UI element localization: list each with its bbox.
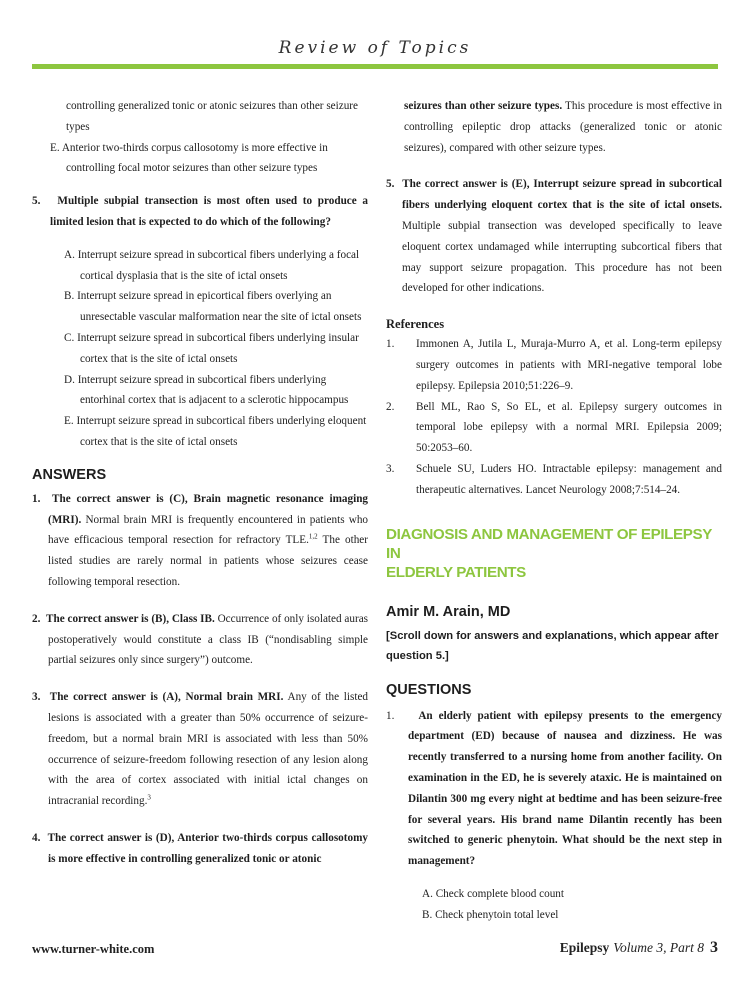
option-text: Interrupt seizure spread in epicortical fibers overlying an unresectable vascular malformation near the site of ictal onsets xyxy=(77,290,362,324)
option-a xyxy=(50,245,368,287)
option-c-continuation: controlling generalized tonic or atonic seizures than other seizure types xyxy=(66,100,359,133)
option-letter: B. xyxy=(422,908,433,921)
question-number: 1. xyxy=(386,709,395,722)
answer-number: 4. xyxy=(32,831,41,844)
option-a xyxy=(408,884,722,905)
question-number: 5. xyxy=(32,195,41,208)
option-text: Interrupt seizure spread in subcortical fibers underlying insular cortex that is the site of ictal onsets xyxy=(77,331,359,365)
answer-lead-cont: seizures than other seizure types. xyxy=(404,100,563,112)
answers-heading: ANSWERS xyxy=(32,466,107,483)
option-text: Anterior two-thirds corpus callosotomy is more effective in controlling focal motor seizures than other seizure types xyxy=(61,141,328,175)
references-heading: References xyxy=(386,317,445,332)
header-green-rule xyxy=(32,64,718,69)
citation: 3 xyxy=(147,793,151,802)
answer-lead: The correct answer is (A), Normal brain MRI. xyxy=(49,691,284,704)
option-b xyxy=(50,286,368,328)
question-text: Multiple subpial transection is most often used to produce a limited lesion that is expected to do which of the following? xyxy=(50,195,368,228)
answer-3 xyxy=(32,687,368,812)
author-name: Amir M. Arain, MD xyxy=(386,603,511,620)
footer-volume: Volume 3, Part 8 xyxy=(613,940,704,955)
option-letter: B. xyxy=(64,290,75,303)
option-letter: A. xyxy=(64,248,75,261)
reference-list xyxy=(386,334,722,500)
answer-4-continuation xyxy=(386,96,722,158)
answer-lead: The correct answer is (E), Interrupt seizure spread in subcortical fibers underlying eloquent cortex that is the site of ictal onsets. xyxy=(402,178,722,212)
option-letter: E. xyxy=(50,141,60,154)
reference-text: Schuele SU, Luders HO. Intractable epilepsy: management and therapeutic alternatives. Lancet Neurology 2008;7:514–24. xyxy=(416,462,722,496)
answer-number: 1. xyxy=(32,492,41,505)
option-b xyxy=(408,905,722,926)
answer-number: 2. xyxy=(32,612,41,625)
section-title-line-2: ELDERLY PATIENTS xyxy=(386,563,526,581)
option-text: Interrupt seizure spread in subcortical fibers underlying entorhinal cortex that is adjacent to a sclerotic hippocampus xyxy=(77,373,349,407)
option-text: Interrupt seizure spread in subcortical fibers underlying eloquent cortex that is the site of ictal onsets xyxy=(76,415,367,448)
option-e xyxy=(50,411,368,453)
answer-5 xyxy=(386,174,722,299)
answer-text: Any of the listed lesions is associated with a greater than 50% occurrence of seizure-freedom, but a normal brain MRI is associated with less than 50% occurrence of seizure-freedom following resection of any lesion along with the area of cortex associated with initial ictal changes on intracranial recording. xyxy=(48,691,369,808)
footer-url: www.turner-white.com xyxy=(32,942,155,956)
questions-heading: QUESTIONS xyxy=(386,681,472,698)
right-column xyxy=(386,96,722,926)
answer-4 xyxy=(32,828,368,870)
option-text: Interrupt seizure spread in subcortical fibers underlying a focal cortical dysplasia that is the site of ictal onsets xyxy=(77,248,360,282)
option-text: Check complete blood count xyxy=(435,887,564,900)
option-e-continuation xyxy=(50,138,368,180)
reference-number: 2. xyxy=(386,400,395,413)
running-header-title: Review of Topics xyxy=(278,38,472,58)
option-letter: C. xyxy=(64,331,75,344)
left-column xyxy=(32,96,368,870)
footer-journal-name: Epilepsy xyxy=(559,940,610,955)
scroll-note: [Scroll down for answers and explanations, which appear after question 5.] xyxy=(386,629,719,662)
option-letter: A. xyxy=(422,887,433,900)
question-1-options xyxy=(386,884,722,926)
question-text-lead: An elderly patient with epilepsy presents to the emergency department (ED) because of nausea and dizziness. xyxy=(408,709,723,743)
answer-lead: The correct answer is (C), Brain magnetic resonance imaging (MRI). xyxy=(48,492,369,526)
question-text: He was recently transferred to a nursing home from another facility. On examination in the ED, he is severely ataxic. He is maintained on Dilantin 300 mg every night at bedtime and has been seizure-free for several years. His brand name Dilantin recently has been switched to generic phenytoin. What should be the next step in management? xyxy=(408,730,723,868)
footer-journal-info xyxy=(560,939,718,957)
reference-item xyxy=(386,334,722,396)
option-letter: D. xyxy=(64,373,75,386)
answer-text: Occurrence of only isolated auras postoperatively would constitute a class IB (“nondisabling simple partial seizures only since surgery”) outcome. xyxy=(48,612,369,667)
option-d xyxy=(50,370,368,412)
answer-text: Normal brain MRI is frequently encountered in patients who have efficacious temporal resection for refractory TLE. xyxy=(48,513,369,547)
answer-text-cont: The other listed studies are rarely normal in patients whose seizures cease following temporal resection. xyxy=(48,534,368,588)
answer-number: 5. xyxy=(386,178,395,191)
section-title xyxy=(386,525,722,582)
answer-1 xyxy=(32,489,368,593)
reference-item xyxy=(386,459,722,501)
answer-number: 3. xyxy=(32,691,41,704)
answer-text: This procedure is most effective in controlling epileptic drop attacks (generalized tonic or atonic seizures), compared with other seizure types. xyxy=(404,100,722,154)
question-5 xyxy=(32,191,368,233)
reference-number: 1. xyxy=(386,338,395,351)
option-letter: E. xyxy=(64,415,74,428)
reference-item xyxy=(386,397,722,459)
answer-lead: The correct answer is (D), Anterior two-thirds corpus callosotomy is more effective in controlling generalized tonic or atonic xyxy=(47,831,368,865)
reference-number: 3. xyxy=(386,462,395,475)
page-number: 3 xyxy=(710,939,718,956)
question-5-options xyxy=(32,245,368,453)
reference-text: Bell ML, Rao S, So EL, et al. Epilepsy surgery outcomes in temporal lobe epilepsy with a normal MRI. Epilepsia 2009; 50:2053–60. xyxy=(416,400,722,455)
answer-text: Multiple subpial transection was developed specifically to leave eloquent cortex undamaged while interrupting subcortical fibers that may support seizure propagation. This procedure has not been developed for other indications. xyxy=(402,219,722,295)
option-c xyxy=(50,328,368,370)
answer-2 xyxy=(32,609,368,671)
answer-lead: The correct answer is (B), Class IB. xyxy=(46,612,215,625)
reference-text: Immonen A, Jutila L, Muraja-Murro A, et al. Long-term epilepsy surgery outcomes in patients with MRI-negative temporal lobe epilepsy. Epilepsia 2010;51:226–9. xyxy=(416,338,722,392)
option-text: Check phenytoin total level xyxy=(435,908,559,921)
question-1 xyxy=(386,706,722,872)
section-title-line-1: DIAGNOSIS AND MANAGEMENT OF EPILEPSY IN xyxy=(386,525,712,562)
citation: 1,2 xyxy=(308,532,318,541)
